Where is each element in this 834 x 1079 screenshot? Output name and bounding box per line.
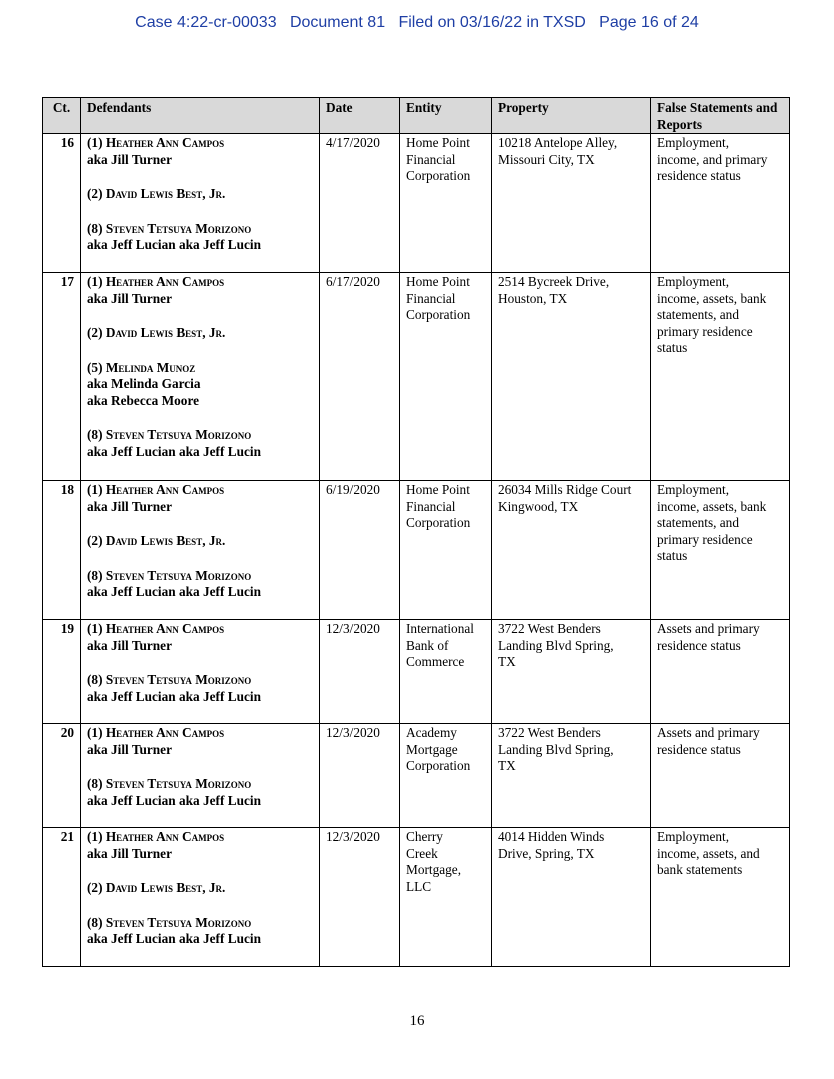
defendant-entry	[87, 221, 313, 254]
entity-line: Cherry	[406, 829, 443, 844]
entity-line: Corporation	[406, 168, 471, 183]
defendant-name: (2) David Lewis Best, Jr.	[87, 186, 226, 201]
defendant-alias: aka Jeff Lucian aka Jeff Lucin	[87, 792, 261, 808]
property-cell	[492, 134, 651, 273]
defendants-cell	[81, 481, 320, 620]
defendant-alias: aka Jeff Lucian aka Jeff Lucin	[87, 237, 261, 252]
false-statements-cell	[651, 273, 790, 481]
defendant-name: (1) Heather Ann Campos	[87, 621, 225, 636]
defendant-entry	[87, 915, 313, 948]
entity-cell	[400, 620, 492, 724]
defendant-entry	[87, 672, 313, 705]
defendant-entry	[87, 482, 313, 515]
false-statements-line: income, assets, bank	[657, 498, 767, 514]
false-statements-cell	[651, 134, 790, 273]
table-row	[43, 828, 790, 967]
defendant-name: (8) Steven Tetsuya Morizono	[87, 220, 252, 236]
defendant-name: (1) Heather Ann Campos	[87, 829, 225, 844]
entity-cell	[400, 134, 492, 273]
defendant-name: (1) Heather Ann Campos	[87, 135, 225, 150]
defendant-entry	[87, 274, 313, 307]
defendant-entry	[87, 533, 313, 550]
case-header	[0, 14, 834, 32]
property-line: 10218 Antelope Alley,	[498, 135, 618, 150]
defendant-name: (1) Heather Ann Campos	[87, 725, 225, 740]
defendant-alias: aka Jeff Lucian aka Jeff Lucin	[87, 688, 261, 704]
defendant-entry	[87, 135, 313, 168]
defendant-name: (1) Heather Ann Campos	[87, 274, 225, 289]
table-row	[43, 481, 790, 620]
date-cell: 12/3/2020	[320, 724, 400, 828]
property-line: 26034 Mills Ridge Court	[498, 482, 632, 497]
property-cell	[492, 620, 651, 724]
defendant-name: (2) David Lewis Best, Jr.	[87, 325, 226, 340]
property-line: 3722 West Benders	[498, 725, 601, 740]
counts-table	[42, 97, 790, 967]
date-cell: 12/3/2020	[320, 828, 400, 967]
false-statements-line: statements, and	[657, 515, 739, 530]
entity-line: Corporation	[406, 307, 471, 322]
defendant-alias: aka Jill Turner	[87, 290, 172, 306]
false-statements-cell	[651, 620, 790, 724]
entity-line: International	[406, 621, 474, 636]
false-statements-line: residence status	[657, 168, 741, 183]
date-cell: 6/17/2020	[320, 273, 400, 481]
property-line: TX	[498, 758, 516, 773]
date-cell: 12/3/2020	[320, 620, 400, 724]
entity-line: Financial	[406, 290, 456, 306]
entity-line: LLC	[406, 878, 432, 894]
false-statements-line: Assets and primary	[657, 725, 760, 740]
defendant-alias: aka Jill Turner	[87, 637, 172, 653]
entity-line: Mortgage,	[406, 862, 462, 877]
property-line: Landing Blvd Spring,	[498, 741, 614, 757]
false-statements-line: statements, and	[657, 307, 739, 322]
entity-line: Home Point	[406, 274, 470, 289]
filed-info: Filed on 03/16/22 in TXSD	[398, 14, 586, 31]
table-header	[43, 98, 790, 134]
false-statements-line: bank statements	[657, 862, 743, 877]
entity-line: Commerce	[406, 654, 465, 669]
col-header-defendants: Defendants	[81, 98, 320, 134]
property-cell	[492, 828, 651, 967]
defendant-entry	[87, 325, 313, 342]
property-line: Missouri City, TX	[498, 151, 595, 167]
false-statements-line: residence status	[657, 637, 741, 653]
false-statements-line: income, assets, bank	[657, 290, 767, 306]
table-row	[43, 724, 790, 828]
entity-line: Corporation	[406, 758, 471, 773]
entity-cell	[400, 724, 492, 828]
property-line: Landing Blvd Spring,	[498, 637, 614, 653]
table-body	[43, 134, 790, 967]
defendant-alias: aka Jeff Lucian aka Jeff Lucin	[87, 443, 261, 459]
property-line: 2514 Bycreek Drive,	[498, 274, 610, 289]
col-header-false-statements: False Statements and Reports	[651, 98, 790, 134]
document-number: Document 81	[289, 14, 386, 31]
false-statements-line: Employment,	[657, 274, 730, 289]
defendant-alias: aka Rebecca Moore	[87, 392, 200, 408]
defendant-alias: aka Jill Turner	[87, 151, 172, 167]
defendant-entry	[87, 880, 313, 897]
property-line: 4014 Hidden Winds	[498, 829, 605, 844]
false-statements-line: Assets and primary	[657, 621, 760, 636]
defendant-alias: aka Jill Turner	[87, 741, 172, 757]
entity-line: Bank of	[406, 637, 449, 653]
date-cell: 4/17/2020	[320, 134, 400, 273]
false-statements-line: Employment,	[657, 135, 730, 150]
false-statements-line: Employment,	[657, 482, 730, 497]
entity-line: Corporation	[406, 515, 471, 530]
defendant-entry	[87, 621, 313, 654]
count-cell: 20	[43, 724, 81, 828]
false-statements-cell	[651, 724, 790, 828]
defendant-entry	[87, 776, 313, 809]
col-header-date: Date	[320, 98, 400, 134]
entity-line: Home Point	[406, 482, 470, 497]
defendant-name: (5) Melinda Munoz	[87, 359, 196, 375]
defendant-alias: aka Jeff Lucian aka Jeff Lucin	[87, 584, 261, 599]
false-statements-line: income, and primary	[657, 151, 768, 167]
defendants-cell	[81, 724, 320, 828]
property-cell	[492, 481, 651, 620]
col-header-property: Property	[492, 98, 651, 134]
defendant-name: (8) Steven Tetsuya Morizono	[87, 567, 252, 583]
defendant-entry	[87, 427, 313, 460]
false-statements-line: primary residence	[657, 323, 753, 339]
defendant-entry	[87, 360, 313, 410]
property-line: Drive, Spring, TX	[498, 845, 595, 861]
property-line: Houston, TX	[498, 290, 568, 306]
entity-line: Academy	[406, 725, 457, 740]
property-cell	[492, 724, 651, 828]
defendant-name: (8) Steven Tetsuya Morizono	[87, 672, 252, 687]
col-header-count: Ct.	[43, 98, 81, 134]
property-line: 3722 West Benders	[498, 621, 601, 636]
entity-line: Creek	[406, 845, 438, 861]
defendants-cell	[81, 273, 320, 481]
defendant-name: (8) Steven Tetsuya Morizono	[87, 427, 252, 442]
count-cell: 21	[43, 828, 81, 967]
false-statements-line: residence status	[657, 741, 741, 757]
defendant-entry	[87, 829, 313, 862]
page-number: 16	[409, 1013, 425, 1029]
defendants-cell	[81, 620, 320, 724]
defendant-entry	[87, 725, 313, 758]
entity-cell	[400, 481, 492, 620]
entity-line: Mortgage	[406, 741, 458, 757]
table-row	[43, 620, 790, 724]
defendant-name: (8) Steven Tetsuya Morizono	[87, 914, 252, 930]
false-statements-line: income, assets, and	[657, 845, 760, 861]
table-row	[43, 273, 790, 481]
defendant-name: (1) Heather Ann Campos	[87, 482, 225, 497]
defendant-name: (2) David Lewis Best, Jr.	[87, 880, 226, 895]
property-cell	[492, 273, 651, 481]
table-row	[43, 134, 790, 273]
defendant-name: (8) Steven Tetsuya Morizono	[87, 776, 252, 791]
defendant-name: (2) David Lewis Best, Jr.	[87, 533, 226, 548]
false-statements-line: status	[657, 340, 688, 355]
count-cell: 16	[43, 134, 81, 273]
defendant-entry	[87, 186, 313, 203]
defendant-entry	[87, 568, 313, 601]
false-statements-line: primary residence	[657, 531, 753, 547]
defendants-cell	[81, 134, 320, 273]
false-statements-cell	[651, 481, 790, 620]
property-line: TX	[498, 654, 516, 669]
entity-cell	[400, 273, 492, 481]
false-statements-line: status	[657, 548, 688, 563]
defendant-alias: aka Jill Turner	[87, 498, 172, 514]
property-line: Kingwood, TX	[498, 498, 579, 514]
entity-line: Home Point	[406, 135, 470, 150]
date-cell: 6/19/2020	[320, 481, 400, 620]
false-statements-line: Employment,	[657, 829, 730, 844]
page-info: Page 16 of 24	[599, 14, 699, 31]
defendant-alias: aka Melinda Garcia	[87, 376, 201, 391]
col-header-entity: Entity	[400, 98, 492, 134]
case-number: Case 4:22-cr-00033	[135, 14, 277, 31]
entity-cell	[400, 828, 492, 967]
defendants-cell	[81, 828, 320, 967]
entity-line: Financial	[406, 151, 456, 167]
count-cell: 18	[43, 481, 81, 620]
defendant-alias: aka Jeff Lucian aka Jeff Lucin	[87, 931, 261, 946]
count-cell: 17	[43, 273, 81, 481]
count-cell: 19	[43, 620, 81, 724]
entity-line: Financial	[406, 498, 456, 514]
defendant-alias: aka Jill Turner	[87, 845, 172, 861]
false-statements-cell	[651, 828, 790, 967]
